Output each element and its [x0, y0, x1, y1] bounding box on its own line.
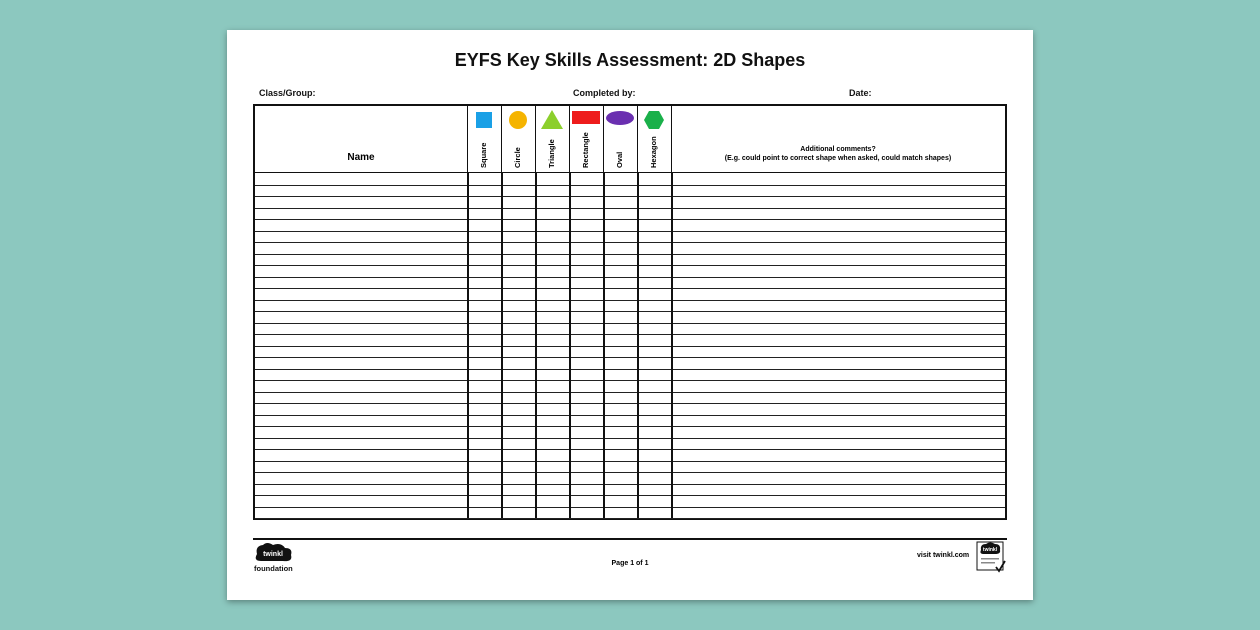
worksheet-page — [227, 30, 1033, 600]
table-header-row — [255, 106, 1005, 173]
circle-icon — [501, 110, 535, 130]
table-body — [255, 173, 1005, 518]
oval-icon — [603, 110, 637, 130]
comments-header-line2: (E.g. could point to correct shape when asked, could match shapes) — [724, 155, 952, 162]
triangle-column-header — [535, 106, 570, 172]
square-label: Square — [479, 142, 488, 168]
visit-link-text: visit twinkl.com — [917, 552, 970, 559]
rectangle-label: Rectangle — [581, 132, 590, 168]
comments-header-line1: Additional comments? — [800, 146, 876, 153]
rectangle-icon — [569, 110, 603, 130]
square-column-header — [467, 106, 502, 172]
hexagon-column-header — [637, 106, 672, 172]
svg-text:foundation: foundation — [254, 564, 293, 573]
circle-column-header — [501, 106, 536, 172]
footer-divider — [253, 538, 1007, 540]
svg-text:twinkl: twinkl — [263, 551, 283, 558]
completed-by-label: Completed by: — [573, 88, 636, 98]
hexagon-icon — [637, 110, 671, 130]
square-icon — [467, 110, 501, 130]
table-row — [255, 507, 1005, 520]
triangle-label: Triangle — [547, 139, 556, 168]
column-divider — [603, 173, 605, 518]
comments-column-header — [671, 106, 1005, 172]
column-divider — [671, 173, 673, 518]
triangle-icon — [535, 110, 569, 130]
page-title: EYFS Key Skills Assessment: 2D Shapes — [454, 50, 806, 70]
quality-badge-icon — [976, 541, 1006, 573]
date-label: Date: — [849, 88, 872, 98]
circle-label: Circle — [513, 147, 522, 168]
oval-label: Oval — [615, 151, 624, 168]
column-divider — [501, 173, 503, 518]
svg-text:twinkl: twinkl — [982, 547, 998, 553]
column-divider — [569, 173, 571, 518]
rectangle-column-header — [569, 106, 604, 172]
page-number: Page 1 of 1 — [611, 560, 649, 567]
name-header-label: Name — [347, 152, 375, 163]
twinkl-foundation-logo — [253, 542, 303, 574]
name-column-header — [255, 106, 468, 172]
column-divider — [535, 173, 537, 518]
class-group-label: Class/Group: — [259, 88, 316, 98]
assessment-table — [253, 104, 1007, 520]
column-divider — [467, 173, 469, 518]
hexagon-label: Hexagon — [649, 136, 658, 168]
oval-column-header — [603, 106, 638, 172]
column-divider — [637, 173, 639, 518]
